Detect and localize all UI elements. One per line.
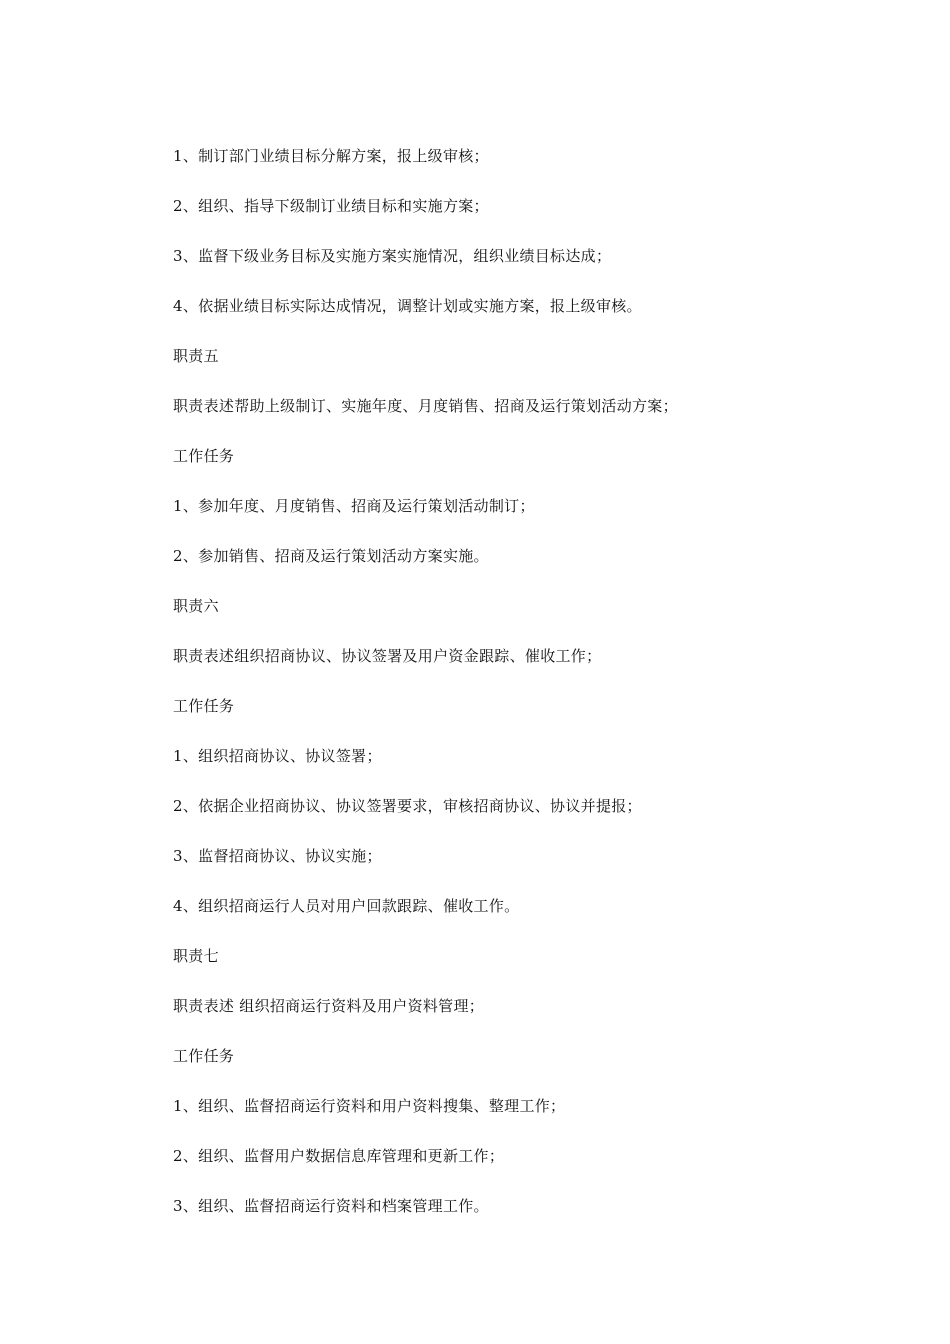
duty-description: 职责表述组织招商协议、协议签署及用户资金跟踪、催收工作； [173, 647, 602, 665]
task-item: 2、依据企业招商协议、协议签署要求，审核招商协议、协议并提报； [173, 797, 642, 815]
task-item: 1、制订部门业绩目标分解方案，报上级审核； [173, 147, 489, 165]
duty-heading: 职责五 [173, 347, 219, 365]
task-heading: 工作任务 [173, 697, 235, 715]
duty-heading: 职责六 [173, 597, 219, 615]
task-item: 2、组织、监督用户数据信息库管理和更新工作； [173, 1147, 505, 1165]
task-item: 3、监督下级业务目标及实施方案实施情况，组织业绩目标达成； [173, 247, 612, 265]
duty-description: 职责表述帮助上级制订、实施年度、月度销售、招商及运行策划活动方案； [173, 397, 678, 415]
task-item: 1、参加年度、月度销售、招商及运行策划活动制订； [173, 497, 535, 515]
task-item: 2、组织、指导下级制订业绩目标和实施方案； [173, 197, 489, 215]
task-item: 4、依据业绩目标实际达成情况，调整计划或实施方案，报上级审核。 [173, 297, 642, 315]
task-item: 1、组织招商协议、协议签署； [173, 747, 382, 765]
duty-description: 职责表述 组织招商运行资料及用户资料管理； [173, 997, 485, 1015]
task-item: 2、参加销售、招商及运行策划活动方案实施。 [173, 547, 489, 565]
task-heading: 工作任务 [173, 1047, 235, 1065]
task-item: 4、组织招商运行人员对用户回款跟踪、催收工作。 [173, 897, 520, 915]
task-item: 1、组织、监督招商运行资料和用户资料搜集、整理工作； [173, 1097, 566, 1115]
document-body [173, 146, 873, 1246]
duty-heading: 职责七 [173, 947, 219, 965]
task-item: 3、组织、监督招商运行资料和档案管理工作。 [173, 1197, 489, 1215]
task-item: 3、监督招商协议、协议实施； [173, 847, 382, 865]
task-heading: 工作任务 [173, 447, 235, 465]
